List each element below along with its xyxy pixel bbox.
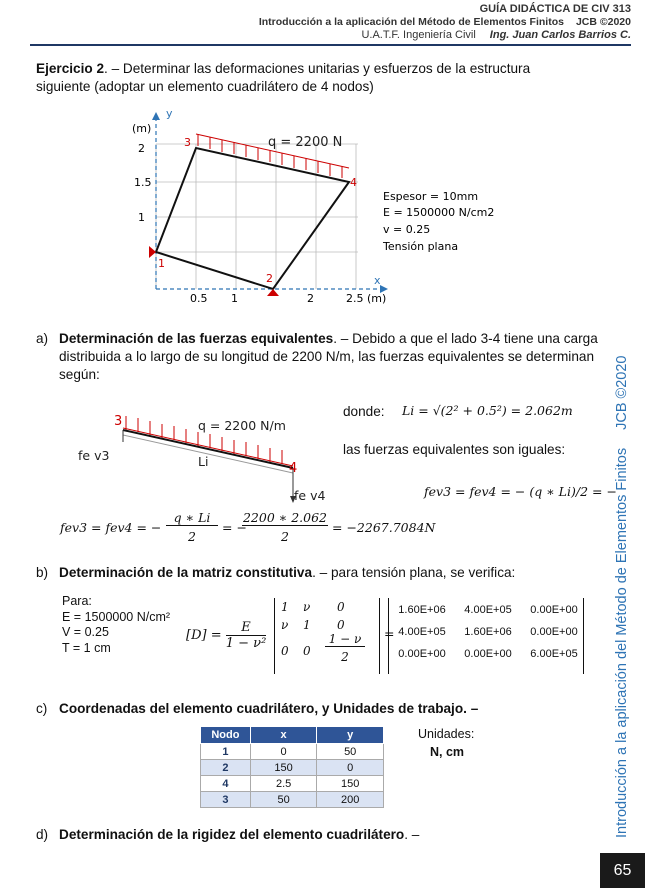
- cell-node: 3: [201, 792, 251, 808]
- x-tick-2-5: 2.5 (m): [346, 292, 387, 305]
- header-rule: [30, 44, 631, 46]
- support-node-2-icon: [267, 289, 279, 296]
- matrix-cell: 0.00E+00: [530, 604, 578, 616]
- cell-x: 150: [250, 760, 317, 776]
- section-a-body: . – Debido a que el lado 3-4 tiene una carga distribuida a lo largo de su longitud de 2200 N/m, las fuerzas equivalentes se determinan según:: [59, 331, 598, 382]
- matrix-cell: 1.60E+06: [398, 604, 446, 616]
- units-label: Unidades:: [418, 727, 475, 741]
- frac2-denominator: 2: [281, 529, 289, 544]
- d-matrix-symbolic: 1 ν 0 ν 1 0 0 0 1 − ν 2: [274, 598, 380, 674]
- col-nodo: Nodo: [201, 727, 251, 744]
- load-label: q = 2200 N: [268, 135, 343, 150]
- section-a-title: Determinación de las fuerzas equivalentes: [59, 331, 334, 346]
- section-b-body: . – para tensión plana, se verifica:: [312, 565, 516, 580]
- section-c-title: Coordenadas del elemento cuadrilátero, y Unidades de trabajo. –: [59, 701, 479, 716]
- sidebar-code: JCB ©2020: [614, 355, 630, 430]
- y-tick-1-5: 1.5: [134, 176, 152, 189]
- col-y: y: [317, 727, 384, 744]
- element-outline: [156, 148, 349, 289]
- header-course-name: Introducción a la aplicación del Método de Elementos Finitos: [258, 16, 564, 28]
- support-node-1-icon: [149, 246, 156, 258]
- exercise-text: . – Determinar las deformaciones unitarias y esfuerzos de la estructura siguiente (adoptar un elemento cuadrilátero de 4 nodos): [36, 61, 531, 94]
- node-2-label: 2: [266, 272, 273, 285]
- header-code: JCB ©2020: [575, 16, 631, 28]
- fig-node-4: 4: [289, 461, 298, 476]
- param-para: Para:: [62, 594, 92, 608]
- matrix-cell: 1.60E+06: [464, 626, 512, 638]
- section-d-title: Determinación de la rigidez del elemento cuadrilátero: [59, 827, 405, 842]
- param-t: T = 1 cm: [62, 640, 111, 655]
- section-b-label: b): [36, 565, 49, 580]
- fig-fev4-label: fe v4: [294, 488, 326, 503]
- header-guide-title: GUÍA DIDÁCTICA DE CIV 313: [479, 3, 631, 15]
- header-author: Ing. Juan Carlos Barrios C.: [489, 29, 631, 41]
- frac1-numerator: q ∗ Li: [166, 510, 218, 526]
- page-number: 65: [600, 853, 645, 888]
- exercise-statement: [36, 60, 576, 96]
- y-axis-arrow: [152, 112, 160, 120]
- cell-x: 2.5: [250, 776, 317, 792]
- cell-node: 1: [201, 744, 251, 760]
- x-tick-1: 1: [231, 292, 238, 305]
- prop-modulus: E = 1500000 N/cm2: [383, 206, 495, 219]
- fig-node-3: 3: [114, 414, 123, 429]
- force-result: = −2267.7084N: [332, 520, 436, 535]
- cell-x: 50: [250, 792, 317, 808]
- load-figure: [78, 408, 343, 508]
- exercise-label: Ejercicio 2: [36, 61, 105, 76]
- donde-label: donde:: [343, 404, 385, 419]
- matrix-cell: 0.00E+00: [530, 626, 578, 638]
- equal-forces-text: las fuerzas equivalentes son iguales:: [343, 442, 566, 457]
- header-author-line: [361, 29, 631, 41]
- x-axis-label: x: [374, 274, 381, 287]
- node-4-label: 4: [350, 176, 357, 189]
- eq-equals: =: [384, 626, 395, 641]
- table-header-row: [201, 727, 384, 744]
- force-equation-lhs: fev3 = fev4 = −: [60, 520, 162, 535]
- section-b-text: [59, 564, 603, 582]
- y-tick-1: 1: [138, 211, 145, 224]
- section-d-text: [59, 826, 603, 844]
- prop-poisson: v = 0.25: [383, 223, 431, 236]
- matrix-cell: 4.00E+05: [464, 604, 512, 616]
- cell-y: 200: [317, 792, 384, 808]
- matrix-cell: 6.00E+05: [530, 648, 578, 660]
- cell-node: 2: [201, 760, 251, 776]
- header-course: [247, 16, 631, 28]
- structure-figure: [118, 104, 498, 309]
- fig-fev3-label: fe v3: [78, 448, 110, 463]
- fig-li-label: Li: [198, 454, 209, 469]
- section-a-text: [59, 330, 603, 384]
- coordinates-table: [200, 726, 384, 808]
- cell-y: 0: [317, 760, 384, 776]
- sidebar-title: [614, 318, 630, 838]
- param-v: V = 0.25: [62, 625, 109, 639]
- units-value: N, cm: [430, 745, 465, 759]
- y-unit: (m): [132, 122, 152, 135]
- y-tick-2: 2: [138, 142, 145, 155]
- x-tick-2: 2: [307, 292, 314, 305]
- table-row: [201, 760, 384, 776]
- node-1-label: 1: [158, 257, 165, 270]
- matrix-cell: 0.00E+00: [398, 648, 446, 660]
- table-row: [201, 744, 384, 760]
- section-a-label: a): [36, 331, 49, 346]
- fig-load-label: q = 2200 N/m: [198, 418, 286, 433]
- param-e: E = 1500000 N/cm²: [62, 609, 171, 624]
- header-university: U.A.T.F. Ingeniería Civil: [361, 29, 476, 41]
- col-x: x: [250, 727, 317, 744]
- cell-y: 150: [317, 776, 384, 792]
- figure-grid: [156, 144, 358, 289]
- cell-x: 0: [250, 744, 317, 760]
- sidebar-course: Introducción a la aplicación del Método de Elementos Finitos: [614, 447, 630, 838]
- prop-thickness: Espesor = 10mm: [383, 190, 479, 203]
- table-row: [201, 792, 384, 808]
- x-tick-0-5: 0.5: [190, 292, 208, 305]
- d-matrix-numeric: [388, 598, 584, 674]
- node-3-label: 3: [184, 136, 191, 149]
- eq-minus: = −: [222, 520, 247, 535]
- li-equation: Li = √(2² + 0.5²) = 2.062m: [402, 403, 573, 418]
- matrix-cell: 0.00E+00: [464, 648, 512, 660]
- section-b-title: Determinación de la matriz constitutiva: [59, 565, 313, 580]
- d-matrix-symbol: [D] = $\frac{E}{\text{1 − ν²}}$: [186, 620, 267, 651]
- material-params: [62, 594, 170, 656]
- cell-node: 4: [201, 776, 251, 792]
- table-row: [201, 776, 384, 792]
- cell-y: 50: [317, 744, 384, 760]
- frac2-numerator: 2200 ∗ 2.062: [242, 510, 328, 525]
- section-d-body: . –: [404, 827, 420, 842]
- y-axis-label: y: [166, 107, 173, 120]
- force-equation-general: fev3 = fev4 = − (q ∗ Li)/2 = −: [424, 484, 617, 499]
- matrix-cell: 4.00E+05: [398, 626, 446, 638]
- section-d-label: d): [36, 827, 49, 842]
- section-c-label: c): [36, 701, 48, 716]
- prop-stress-state: Tensión plana: [383, 240, 459, 253]
- frac1-denominator: 2: [188, 529, 196, 544]
